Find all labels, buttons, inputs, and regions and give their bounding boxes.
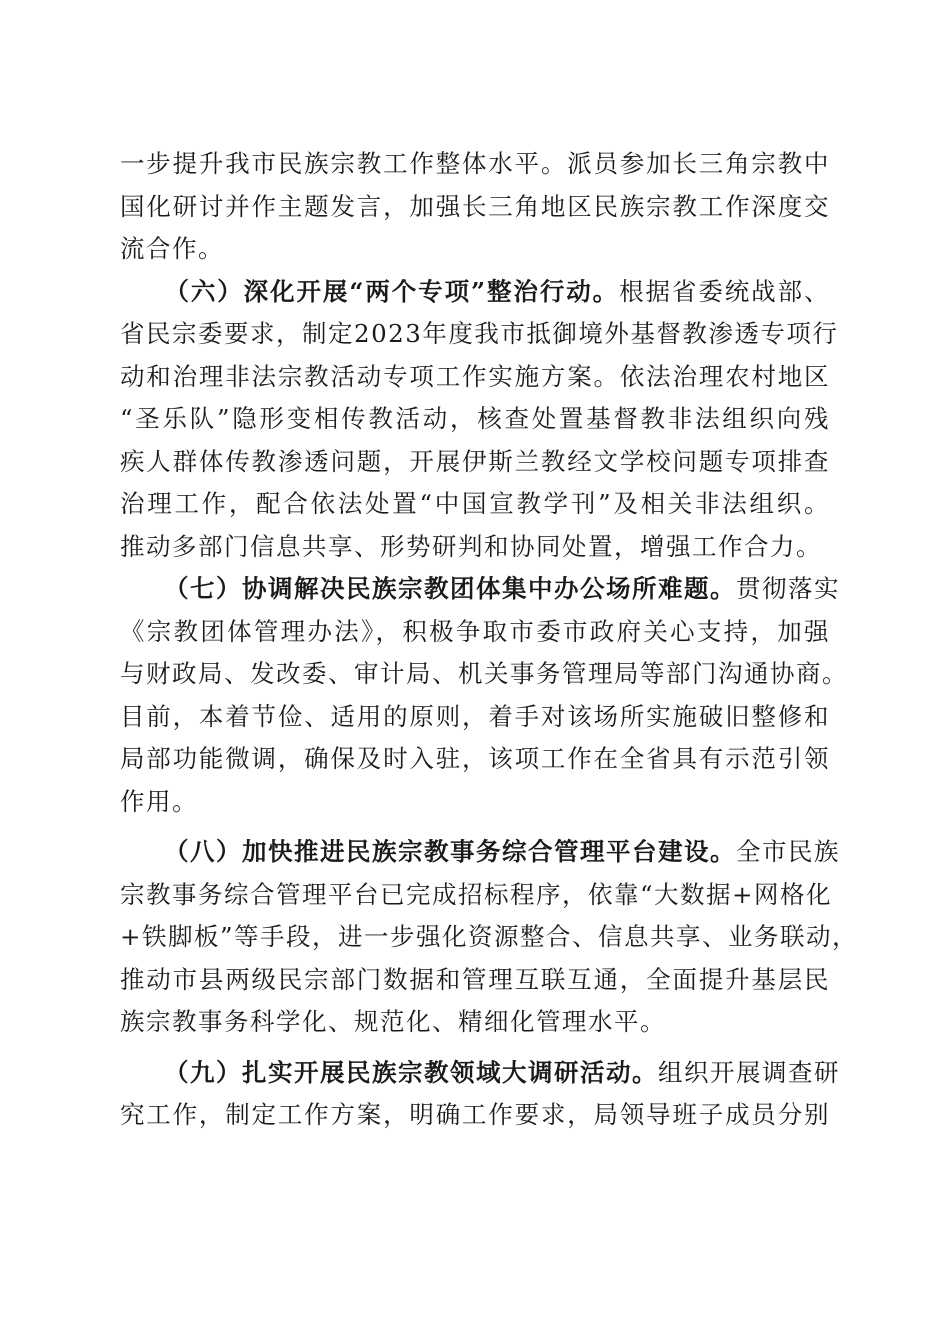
section-heading-7: （七）协调解决民族宗教团体集中办公场所难题。 bbox=[164, 574, 736, 603]
text-line: 宗教事务综合管理平台已完成招标程序，依靠“大数据+网格化 bbox=[120, 879, 833, 909]
section-text: 贯彻落实 bbox=[736, 574, 840, 603]
text-line: “圣乐队”隐形变相传教活动，核查处置基督教非法组织向残 bbox=[120, 404, 830, 433]
text-line: 动和治理非法宗教活动专项工作实施方案。依法治理农村地区 bbox=[120, 361, 830, 391]
text-line: 一步提升我市民族宗教工作整体水平。派员参加长三角宗教中 bbox=[120, 149, 830, 178]
body-text bbox=[120, 143, 859, 1137]
text-line: 疾人群体传教渗透问题，开展伊斯兰教经文学校问题专项排查 bbox=[120, 446, 830, 476]
text-line: 究工作，制定工作方案，明确工作要求，局领导班子成员分别 bbox=[120, 1100, 830, 1129]
text-line: 推动多部门信息共享、形势研判和协同处置，增强工作合力。 bbox=[120, 531, 822, 561]
section-8-first-line bbox=[120, 831, 840, 874]
section-6-first-line bbox=[120, 271, 830, 314]
section-text: 组织开展调查研 bbox=[658, 1057, 840, 1087]
text-line: 作用。 bbox=[120, 786, 198, 816]
section-7-first-line bbox=[120, 568, 840, 611]
text-line: 省民宗委要求，制定2023年度我市抵御境外基督教渗透专项行 bbox=[120, 319, 839, 348]
text-line: 局部功能微调，确保及时入驻，该项工作在全省具有示范引领 bbox=[120, 744, 830, 773]
section-text: 根据省委统战部、 bbox=[619, 276, 831, 306]
text-line: 推动市县两级民宗部门数据和管理互联互通，全面提升基层民 bbox=[120, 964, 830, 994]
section-heading-6: （六）深化开展“两个专项”整治行动。 bbox=[164, 276, 620, 306]
text-line: 治理工作，配合依法处置“中国宣教学刊”及相关非法组织。 bbox=[120, 489, 830, 518]
section-heading-8: （八）加快推进民族宗教事务综合管理平台建设。 bbox=[164, 837, 736, 866]
text-line: 与财政局、发改委、审计局、机关事务管理局等部门沟通协商。 bbox=[120, 659, 848, 688]
section-text: 全市民族 bbox=[736, 837, 840, 866]
text-line: 国化研讨并作主题发言，加强长三角地区民族宗教工作深度交 bbox=[120, 191, 830, 221]
text-line: 目前，本着节俭、适用的原则，着手对该场所实施破旧整修和 bbox=[120, 701, 830, 731]
text-line: +铁脚板”等手段，进一步强化资源整合、信息共享、业务联动， bbox=[120, 922, 859, 951]
text-line: 流合作。 bbox=[120, 234, 224, 263]
section-heading-9: （九）扎实开展民族宗教领域大调研活动。 bbox=[164, 1057, 658, 1087]
text-line: 族宗教事务科学化、规范化、精细化管理水平。 bbox=[120, 1007, 666, 1036]
section-9-first-line bbox=[120, 1052, 840, 1095]
text-line: 《宗教团体管理办法》，积极争取市委市政府关心支持，加强 bbox=[120, 616, 830, 646]
